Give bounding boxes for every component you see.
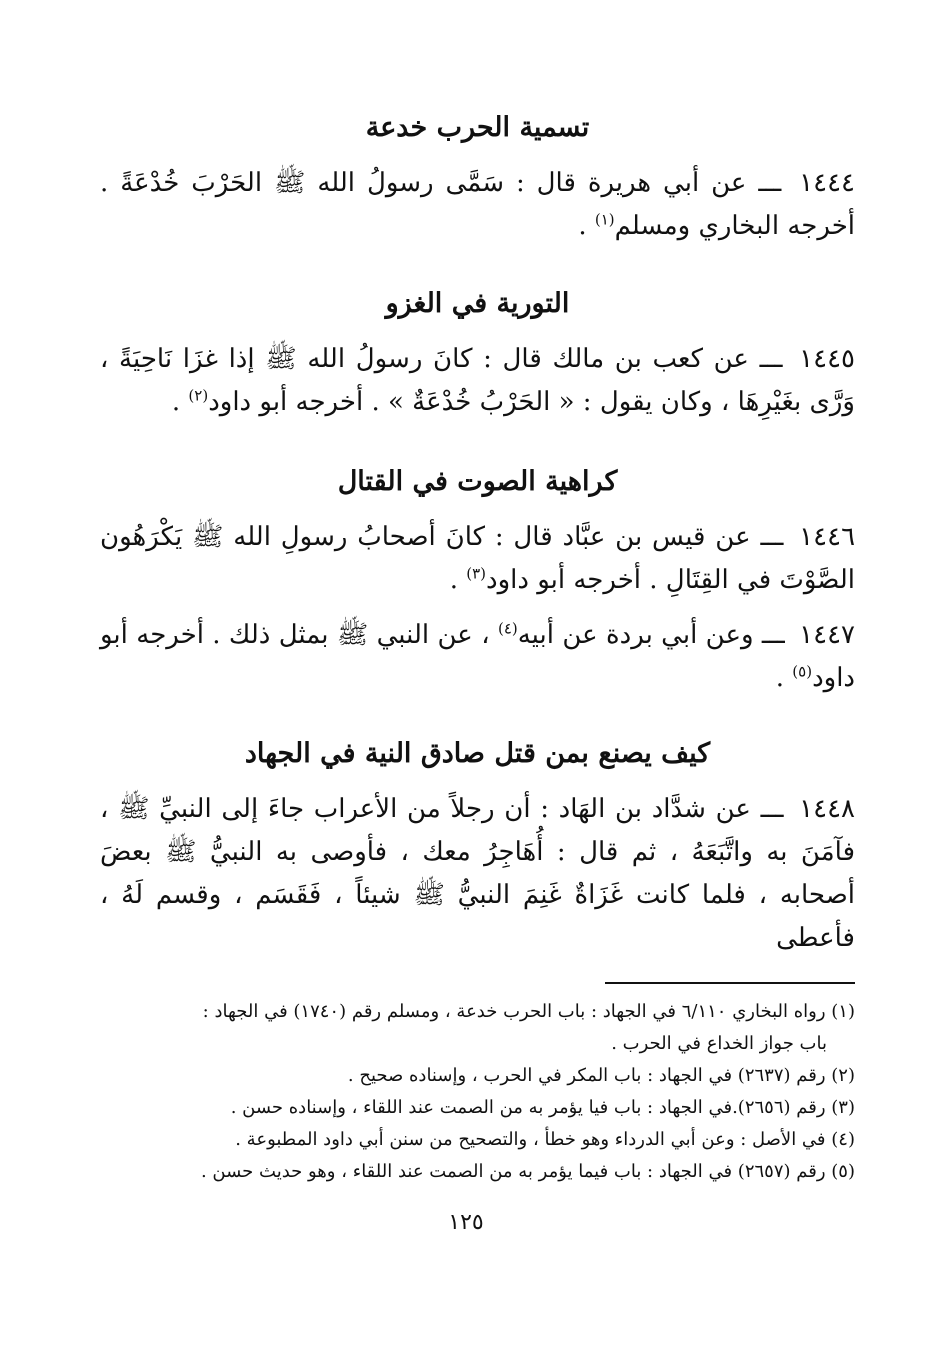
hadith-text: عن أبي هريرة قال : سَمَّى رسولُ الله ﷺ الحَرْبَ خُدْعَةً . أخرجه البخاري ومسلم: [100, 168, 855, 241]
section-heading: كيف يصنع بمن قتل صادق النية في الجهاد: [244, 738, 711, 769]
hadith-entry: [100, 614, 855, 700]
hadith-end: .: [449, 565, 467, 595]
footnote-ref: (٤): [497, 619, 518, 638]
footnote-mark: (٥): [831, 1161, 855, 1182]
footnote-mark: (٣): [831, 1097, 855, 1118]
hadith-text: وعن أبي بردة عن أبيه: [517, 620, 754, 650]
footnote-text: رقم (٢٦٥٦).في الجهاد : باب فيا يؤمر به من الصمت عند اللقاء ، وإسناده حسن .: [230, 1097, 826, 1118]
footnote: [100, 1156, 855, 1188]
hadith-text-cont: ، عن النبي ﷺ بمثل ذلك . أخرجه أبو داود: [100, 620, 855, 693]
page-body: [100, 100, 855, 1188]
footnote: [100, 1092, 855, 1124]
hadith-text: عن كعب بن مالك قال : كانَ رسولُ الله ﷺ إذا غزَا نَاحِيَةً ، وَرَّى بغَيْرِهَا ، وكان يقول : « الحَرْبُ خُدْعَةٌ » . أخرجه أبو داود: [100, 344, 855, 417]
footnote-text: رقم (٢٦٥٧) في الجهاد : باب فيما يؤمر به من الصمت عند اللقاء ، وهو حديث حسن .: [200, 1161, 826, 1182]
page-number: ١٢٥: [448, 1210, 484, 1235]
dash: ـــ: [761, 620, 785, 650]
hadith-number: ١٤٤٨: [799, 794, 856, 824]
footnote-continuation: باب جواز الخداع في الحرب .: [611, 1033, 827, 1054]
hadith-number: ١٤٤٤: [799, 168, 855, 198]
hadith-entry: [100, 162, 855, 248]
footnote-ref: (٥): [792, 662, 813, 681]
footnote-ref: (٣): [466, 564, 486, 583]
footnote: [100, 1060, 855, 1092]
footnote-ref: (٢): [188, 386, 209, 405]
hadith-number: ١٤٤٦: [799, 522, 856, 552]
footnote-text: في الأصل : وعن أبي الدرداء وهو خطأ ، والتصحيح من سنن أبي داود المطبوعة .: [235, 1129, 826, 1150]
footnote-text: رواه البخاري ٦/١١٠ في الجهاد : باب الحرب خدعة ، ومسلم رقم (١٧٤٠) في الجهاد :: [202, 1001, 826, 1022]
hadith-entry: [100, 338, 855, 424]
section-heading: كراهية الصوت في القتال: [337, 466, 618, 497]
hadith-number: ١٤٤٥: [799, 344, 855, 374]
footnote-divider: [605, 982, 855, 984]
footnote-text: رقم (٢٦٣٧) في الجهاد : باب المكر في الحرب ، وإسناده صحيح .: [347, 1065, 826, 1086]
hadith-entry: [100, 516, 855, 602]
hadith-end: .: [578, 211, 595, 241]
hadith-end: .: [775, 663, 793, 693]
footnote-mark: (٢): [831, 1065, 855, 1086]
footnote-ref: (١): [594, 210, 615, 229]
footnote: [100, 996, 855, 1028]
hadith-text: عن شدَّاد بن الهَاد : أن رجلاً من الأعراب جاءَ إلى النبيِّ ﷺ ، فآمَنَ به واتَّبَعَهُ ، ثم قال : أُهَاجِرُ معك ، فأوصى به النبيُّ ﷺ بعضَ أصحابه ، فلما كانت غَزَاةٌ غَنِمَ النبيُّ ﷺ شيئاً ، فَقَسَم ، وقسم لَهُ ، فأعطى: [100, 794, 855, 953]
dash: ـــ: [760, 794, 784, 824]
hadith-number: ١٤٤٧: [799, 620, 855, 650]
hadith-text: عن قيس بن عبَّاد قال : كانَ أصحابُ رسولِ الله ﷺ يَكْرَهُون الصَّوْتَ في القِتَالِ . أخرجه أبو داود: [100, 522, 855, 595]
footnote-mark: (٤): [831, 1129, 855, 1150]
dash: ـــ: [760, 522, 784, 552]
footnote-mark: (١): [831, 1001, 855, 1022]
footnote: [100, 1124, 855, 1156]
section-heading: التورية في الغزو: [385, 288, 570, 319]
section-heading: تسمية الحرب خدعة: [365, 112, 590, 143]
dash: ـــ: [758, 168, 782, 198]
dash: ـــ: [759, 344, 783, 374]
hadith-entry: [100, 788, 855, 960]
hadith-end: .: [171, 387, 189, 417]
